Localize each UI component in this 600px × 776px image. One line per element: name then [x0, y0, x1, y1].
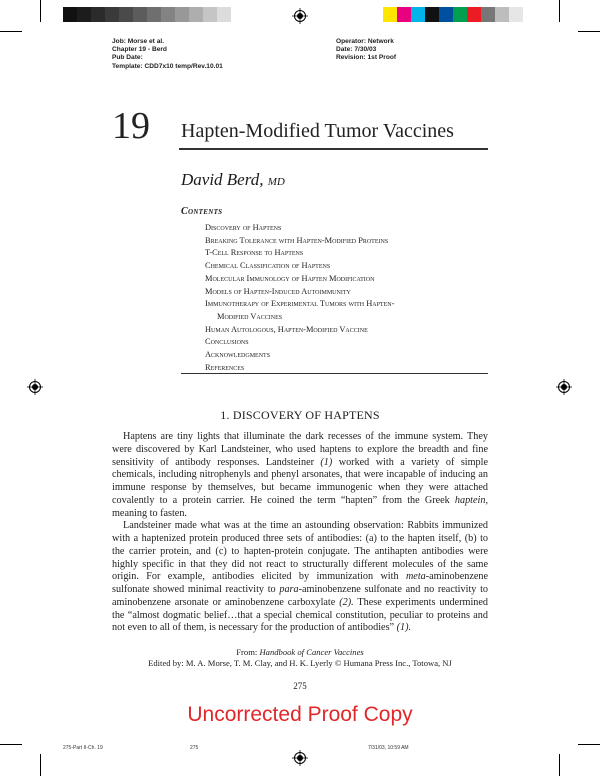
text-run: meaning to fasten. — [112, 507, 187, 519]
text-run: worked with a variety of simple chemicals, including nitrophenyls and phenyl arsonates, that were incapable of inducing an immune response by themselves, but became immunogenic when they were attached covalently to a protein carrier. He coined the term “hapten” from the Greek — [112, 456, 488, 506]
registration-mark-icon — [292, 8, 308, 24]
job-info-line: Chapter 19 - Berd — [112, 46, 167, 54]
color-swatch — [175, 7, 189, 22]
color-swatch — [217, 7, 231, 22]
contents-list — [205, 222, 394, 374]
crop-mark — [40, 754, 41, 776]
contents-item: Human Autologous, Hapten-Modified Vaccine — [205, 324, 368, 334]
color-bar-right — [383, 7, 523, 22]
contents-item: Acknowledgments — [205, 350, 271, 360]
chapter-title: Hapten-Modified Tumor Vaccines — [181, 120, 454, 142]
crop-mark — [0, 744, 22, 745]
paragraph — [112, 520, 488, 635]
operator-info-line: Operator: Network — [336, 38, 394, 45]
color-swatch — [509, 7, 523, 22]
contents-item: T-Cell Response to Haptens — [205, 248, 304, 258]
greek-term: haptein, — [454, 494, 488, 506]
page-number: 275 — [293, 681, 307, 691]
editors-line: Edited by: M. A. Morse, T. M. Clay, and H. K. Lyerly © Humana Press Inc., Totowa, NJ — [148, 658, 452, 668]
paragraph — [112, 431, 488, 520]
citation: (2). — [339, 596, 354, 608]
color-swatch — [411, 7, 425, 22]
contents-heading: Contents — [181, 206, 223, 217]
color-swatch — [425, 7, 439, 22]
color-swatch — [77, 7, 91, 22]
slug-datetime: 7/31/03, 10:59 AM — [368, 745, 409, 751]
color-swatch — [91, 7, 105, 22]
color-swatch — [383, 7, 397, 22]
contents-item: Conclusions — [205, 337, 249, 347]
book-title: Handbook of Cancer Vaccines — [259, 647, 364, 657]
operator-info-line: Revision: 1st Proof — [336, 54, 397, 62]
contents-item: Immunotherapy of Experimental Tumors with Hapten- — [205, 299, 395, 309]
color-swatch — [467, 7, 481, 22]
source-footnote — [112, 647, 488, 669]
citation: (1) — [320, 456, 333, 468]
section-heading: 1. DISCOVERY OF HAPTENS — [220, 408, 380, 422]
color-swatch — [161, 7, 175, 22]
contents-item: References — [205, 362, 245, 372]
color-swatch — [147, 7, 161, 22]
job-info-line: Job: Morse et al. — [112, 38, 165, 45]
crop-mark — [578, 744, 600, 745]
color-swatch — [189, 7, 203, 22]
slug-file: 275-Part II-Ch. 19 — [63, 745, 103, 751]
slug-page: 275 — [190, 745, 199, 751]
crop-mark — [559, 754, 560, 776]
crop-mark — [559, 0, 560, 22]
registration-mark-icon — [27, 379, 43, 395]
job-info — [112, 38, 223, 71]
color-bar-left — [63, 7, 231, 22]
author-degree: MD — [267, 176, 285, 188]
contents-item: Molecular Immunology of Hapten Modification — [205, 273, 375, 283]
color-swatch — [105, 7, 119, 22]
contents-item: Chemical Classification of Haptens — [205, 261, 331, 271]
operator-info-line: Date: 7/30/03 — [336, 46, 377, 54]
color-swatch — [119, 7, 133, 22]
contents-item: Breaking Tolerance with Hapten-Modified Proteins — [205, 235, 389, 245]
text-run: Haptens are tiny lights that illuminate the dark recesses of the immune system. They were discovered by Karl Landsteiner, who used haptens to explore the breadth and fine sensitivity of antibody responses. Landsteiner — [112, 431, 488, 468]
contents-item: Modified Vaccines — [217, 311, 283, 321]
contents-item: Models of Hapten-Induced Autoimmunity — [205, 286, 351, 296]
body-text — [112, 431, 488, 635]
text-run: -aminobenzene sulfonate and no reactivity to aminobenzene arsonate or aminobenzene carboxylate — [112, 584, 488, 608]
color-swatch — [453, 7, 467, 22]
from-label: From: — [236, 647, 260, 657]
crop-mark — [578, 31, 600, 32]
color-swatch — [397, 7, 411, 22]
color-swatch — [203, 7, 217, 22]
registration-mark-icon — [556, 379, 572, 395]
title-rule — [179, 148, 488, 150]
crop-mark — [40, 0, 41, 22]
job-info-line: Pub Date: — [112, 54, 143, 62]
color-swatch — [439, 7, 453, 22]
italic-term: para — [279, 584, 299, 595]
italic-term: meta — [405, 571, 426, 583]
citation: (1). — [396, 622, 412, 634]
proof-stamp: Uncorrected Proof Copy — [187, 703, 413, 726]
text-run: Landsteiner made what was at the time an astounding observation: Rabbits immunized with a haptenized protein produced three sets of antibodies: (a) to the hapten itself, (b) to the carrier protein, and (c) to hapten-protein conjugate. The antihapten antibodies were highly specific in that they did not react to structurally different molecules of the same origin. For example, antibodies elicited by immunization with — [112, 520, 488, 583]
crop-mark — [0, 31, 22, 32]
contents-rule — [181, 373, 488, 374]
registration-mark-icon — [292, 750, 308, 766]
text-run: -aminobenzene sulfonate showed minimal reactivity to — [112, 571, 488, 595]
job-info-line: Template: CDD7x10 temp/Rev.10.01 — [112, 62, 223, 70]
color-swatch — [63, 7, 77, 22]
text-run: These experiments undermined the “almost dogmatic belief…that a special chemical constitution, peculiar to proteins and not even to all of them, is necessary for the production of antibodies” — [112, 596, 489, 634]
source-line — [112, 647, 488, 658]
author — [181, 170, 285, 190]
color-swatch — [481, 7, 495, 22]
color-swatch — [495, 7, 509, 22]
author-name: David Berd, — [181, 170, 264, 189]
color-swatch — [133, 7, 147, 22]
operator-info — [336, 38, 396, 63]
chapter-number: 19 — [112, 105, 150, 147]
contents-item: Discovery of Haptens — [205, 223, 282, 232]
